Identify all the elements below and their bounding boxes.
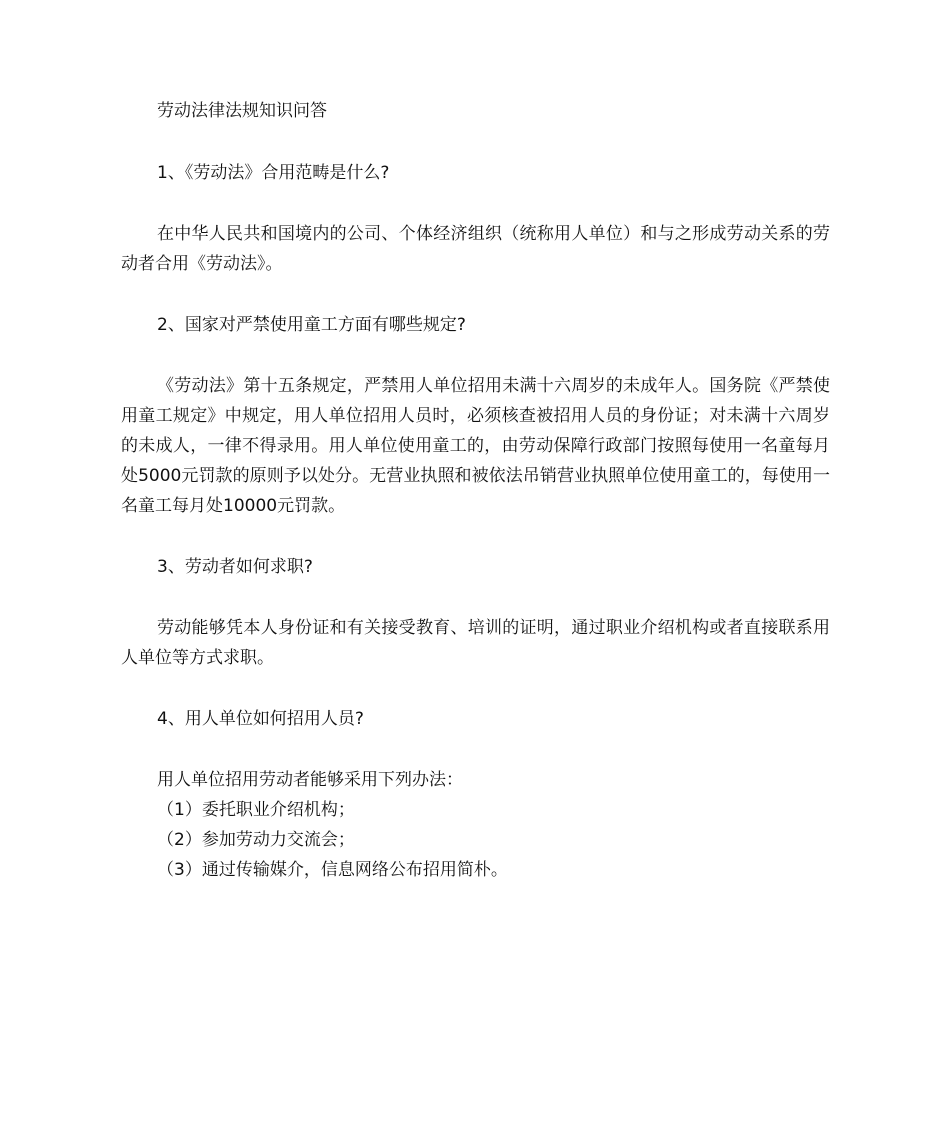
answer-4-item-2: （2）参加劳动力交流会；	[157, 830, 355, 850]
answer-1: 在中华人民共和国境内的公司、个体经济组织（统称用人单位）和与之形成劳动关系的劳动者合用《劳动法》。	[121, 224, 830, 274]
question-3: 3、劳动者如何求职?	[157, 557, 313, 577]
document-body	[121, 96, 830, 885]
answer-4-item-3: （3）通过传输媒介，信息网络公布招用简朴。	[157, 860, 508, 880]
question-1: 1、《劳动法》合用范畴是什么?	[157, 163, 390, 183]
document-title: 劳动法律法规知识问答	[157, 101, 327, 121]
answer-4-item-1: （1）委托职业介绍机构；	[157, 800, 355, 820]
answer-2: 《劳动法》第十五条规定，严禁用人单位招用未满十六周岁的未成年人。国务院《严禁使用童工规定》中规定，用人单位招用人员时，必须核查被招用人员的身份证；对未满十六周岁的未成人，一律不得录用。用人单位使用童工的，由劳动保障行政部门按照每使用一名童每月处5000元罚款的原则予以处分。无营业执照和被依法吊销营业执照单位使用童工的，每使用一名童工每月处10000元罚款。	[121, 376, 830, 516]
question-2: 2、国家对严禁使用童工方面有哪些规定?	[157, 315, 466, 335]
question-4: 4、用人单位如何招用人员?	[157, 709, 364, 729]
answer-3: 劳动能够凭本人身份证和有关接受教育、培训的证明，通过职业介绍机构或者直接联系用人单位等方式求职。	[121, 618, 830, 668]
answer-4-intro: 用人单位招用劳动者能够采用下列办法：	[157, 770, 463, 790]
